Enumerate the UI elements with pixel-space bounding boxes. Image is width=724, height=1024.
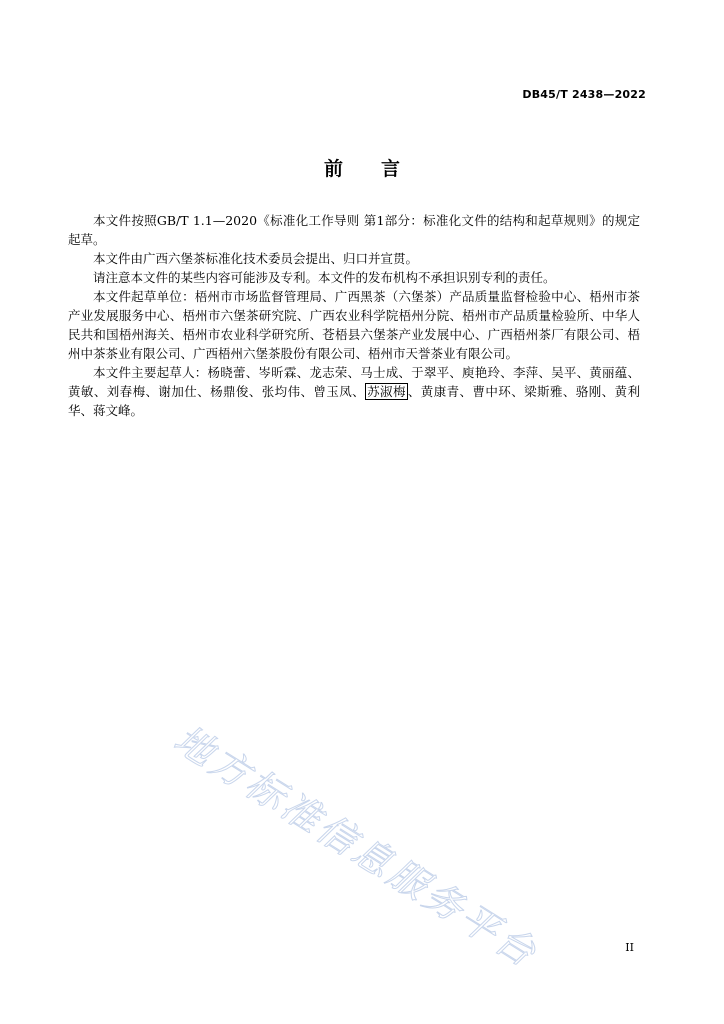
page-number: II xyxy=(625,941,634,954)
drafters-text-before: 本文件主要起草人：杨晓蕾、岑昕霖、龙志荣、马士成、于翠平、庾艳玲、李萍、吴平、黄丽蕴、黄敏、刘春梅、谢加仕、杨鼎俊、张均伟、曾玉凤、 xyxy=(68,365,640,399)
paragraph-drafting-rules: 本文件按照GB/T 1.1—2020《标准化工作导则 第1部分：标准化文件的结构和起草规则》的规定起草。 xyxy=(68,213,640,247)
paragraph-patent-notice: 请注意本文件的某些内容可能涉及专利。本文件的发布机构不承担识别专利的责任。 xyxy=(93,270,556,285)
watermark: 地方标准信息服务平台 xyxy=(166,716,546,977)
document-body xyxy=(68,211,640,420)
paragraph-proposer: 本文件由广西六堡茶标准化技术委员会提出、归口并宣贯。 xyxy=(93,251,419,266)
drafters-text-after: 、黄康青、曹中环、梁斯雅、骆刚、黄利华、蒋文峰。 xyxy=(68,384,640,418)
highlighted-drafter-name: 苏淑梅 xyxy=(367,384,406,399)
document-code: DB45/T 2438—2022 xyxy=(522,88,646,101)
paragraph-drafting-units: 本文件起草单位：梧州市市场监督管理局、广西黑茶（六堡茶）产品质量监督检验中心、梧州市茶产业发展服务中心、梧州市六堡茶研究院、广西农业科学院梧州分院、梧州市产品质量检验所、中华人民共和国梧州海关、梧州市农业科学研究所、苍梧县六堡茶产业发展中心、广西梧州茶厂有限公司、梧州中茶茶业有限公司、广西梧州六堡茶股份有限公司、梧州市天誉茶业有限公司。 xyxy=(68,289,640,361)
page-title: 前言 xyxy=(323,158,438,180)
paragraph-drafters xyxy=(68,363,640,420)
